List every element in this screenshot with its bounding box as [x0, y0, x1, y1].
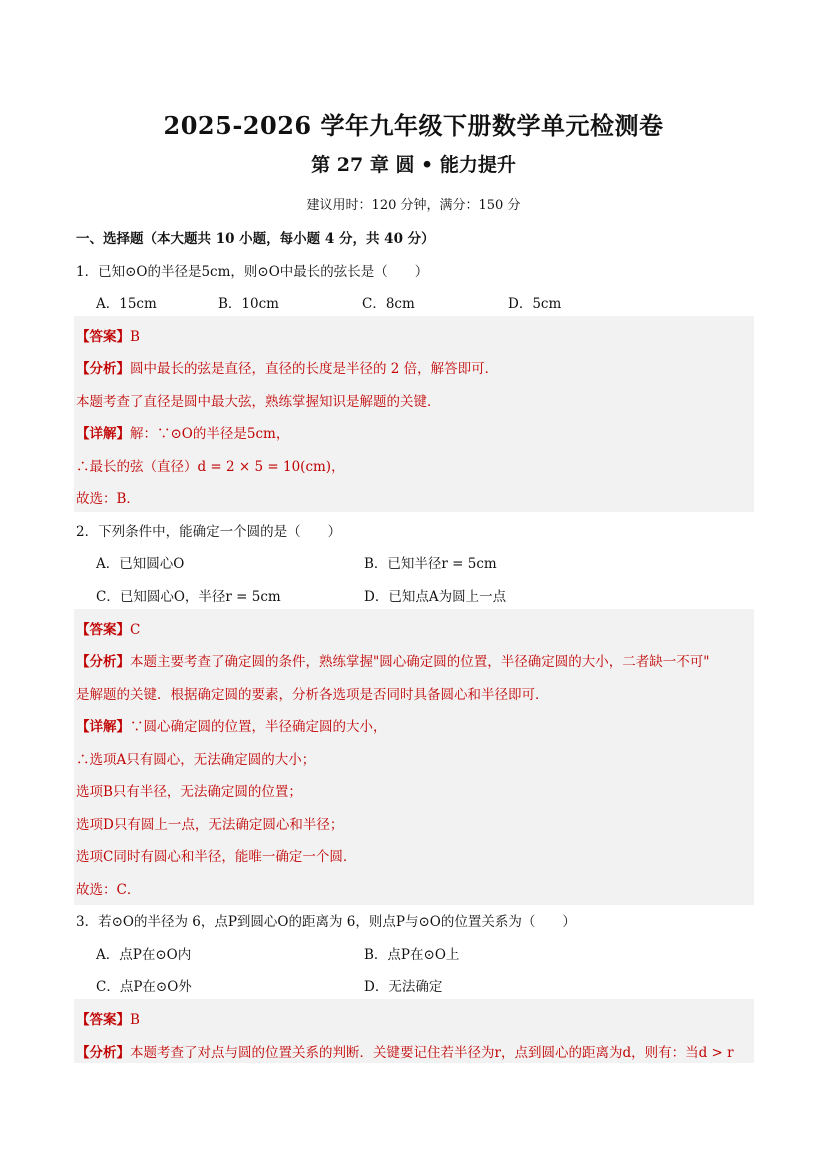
section-heading: 一、选择题（本大题共 10 小题，每小题 4 分，共 40 分） [76, 231, 435, 247]
q2-detail [76, 715, 387, 735]
q2-conclusion: 故选：C． [76, 882, 141, 898]
q1-conclusion: 故选：B． [76, 491, 140, 507]
chapter-subtitle: 第 27 章 圆 • 能力提升 [311, 154, 516, 176]
q2-step: 选项B只有半径，无法确定圆的位置； [76, 784, 302, 800]
q3-answer [76, 1008, 140, 1028]
q1-note: 本题考查了直径是圆中最大弦，熟练掌握知识是解题的关键． [76, 394, 441, 410]
detail-text: ∵圆心确定圆的位置，半径确定圆的大小， [130, 719, 387, 735]
detail-tag: 【详解】 [76, 719, 130, 735]
q1-option-b: B．10cm [218, 296, 279, 312]
analysis-tag: 【分析】 [76, 361, 130, 377]
answer-tag: 【答案】 [76, 1012, 130, 1028]
analysis-tag: 【分析】 [76, 1045, 130, 1061]
answer-value: B [130, 1012, 140, 1028]
detail-tag: 【详解】 [76, 426, 130, 442]
q3-option-c: C．点P在⊙O外 [96, 979, 192, 995]
q2-option-a: A．已知圆心O [96, 556, 185, 572]
answer-value: B [130, 329, 140, 345]
q3-option-d: D．无法确定 [364, 979, 443, 995]
analysis-text: 本题考查了对点与圆的位置关系的判断．关键要记住若半径为r，点到圆心的距离为d，则有：当d > r [130, 1045, 734, 1061]
question-2-stem: 2．下列条件中，能确定一个圆的是（ ） [76, 524, 342, 540]
q1-solution-box [74, 316, 754, 512]
q2-step: ∴选项A只有圆心，无法确定圆的大小； [76, 752, 316, 768]
analysis-text: 本题主要考查了确定圆的条件，熟练掌握"圆心确定圆的位置，半径确定圆的大小，二者缺一不可" [130, 654, 710, 670]
question-3-stem: 3．若⊙O的半径为 6，点P到圆心O的距离为 6，则点P与⊙O的位置关系为（ ） [76, 914, 576, 930]
q1-option-c: C．8cm [362, 296, 415, 312]
q2-step: 选项C同时有圆心和半径，能唯一确定一个圆． [76, 849, 357, 865]
q2-option-d: D．已知点A为圆上一点 [364, 589, 507, 605]
q1-option-a: A．15cm [96, 296, 157, 312]
question-1-stem: 1．已知⊙O的半径是5cm，则⊙O中最长的弦长是（ ） [76, 264, 429, 280]
detail-text: 解：∵⊙O的半径是5cm， [130, 426, 290, 442]
q2-analysis-continued: 是解题的关键．根据确定圆的要素，分析各选项是否同时具备圆心和半径即可． [76, 687, 549, 703]
analysis-tag: 【分析】 [76, 654, 130, 670]
answer-value: C [130, 622, 141, 638]
exam-meta: 建议用时：120 分钟，满分：150 分 [306, 198, 521, 213]
q1-detail [76, 422, 289, 442]
q1-analysis [76, 357, 498, 377]
q2-step: 选项D只有圆上一点，无法确定圆心和半径； [76, 817, 344, 833]
q3-analysis [76, 1041, 754, 1061]
q2-option-c: C．已知圆心O，半径r = 5cm [96, 589, 281, 605]
page-title: 2025-2026 学年九年级下册数学单元检测卷 [163, 111, 664, 140]
q3-option-a: A．点P在⊙O内 [96, 947, 192, 963]
analysis-text: 圆中最长的弦是直径，直径的长度是半径的 2 倍，解答即可． [130, 361, 499, 377]
q3-option-b: B．点P在⊙O上 [364, 947, 460, 963]
q2-option-b: B．已知半径r = 5cm [364, 556, 497, 572]
q1-option-d: D．5cm [508, 296, 562, 312]
q2-answer [76, 618, 140, 638]
q1-answer [76, 325, 140, 345]
q1-step: ∴最长的弦（直径）d = 2 × 5 = 10(cm)， [76, 459, 345, 475]
q2-analysis [76, 650, 754, 670]
answer-tag: 【答案】 [76, 622, 130, 638]
answer-tag: 【答案】 [76, 329, 130, 345]
